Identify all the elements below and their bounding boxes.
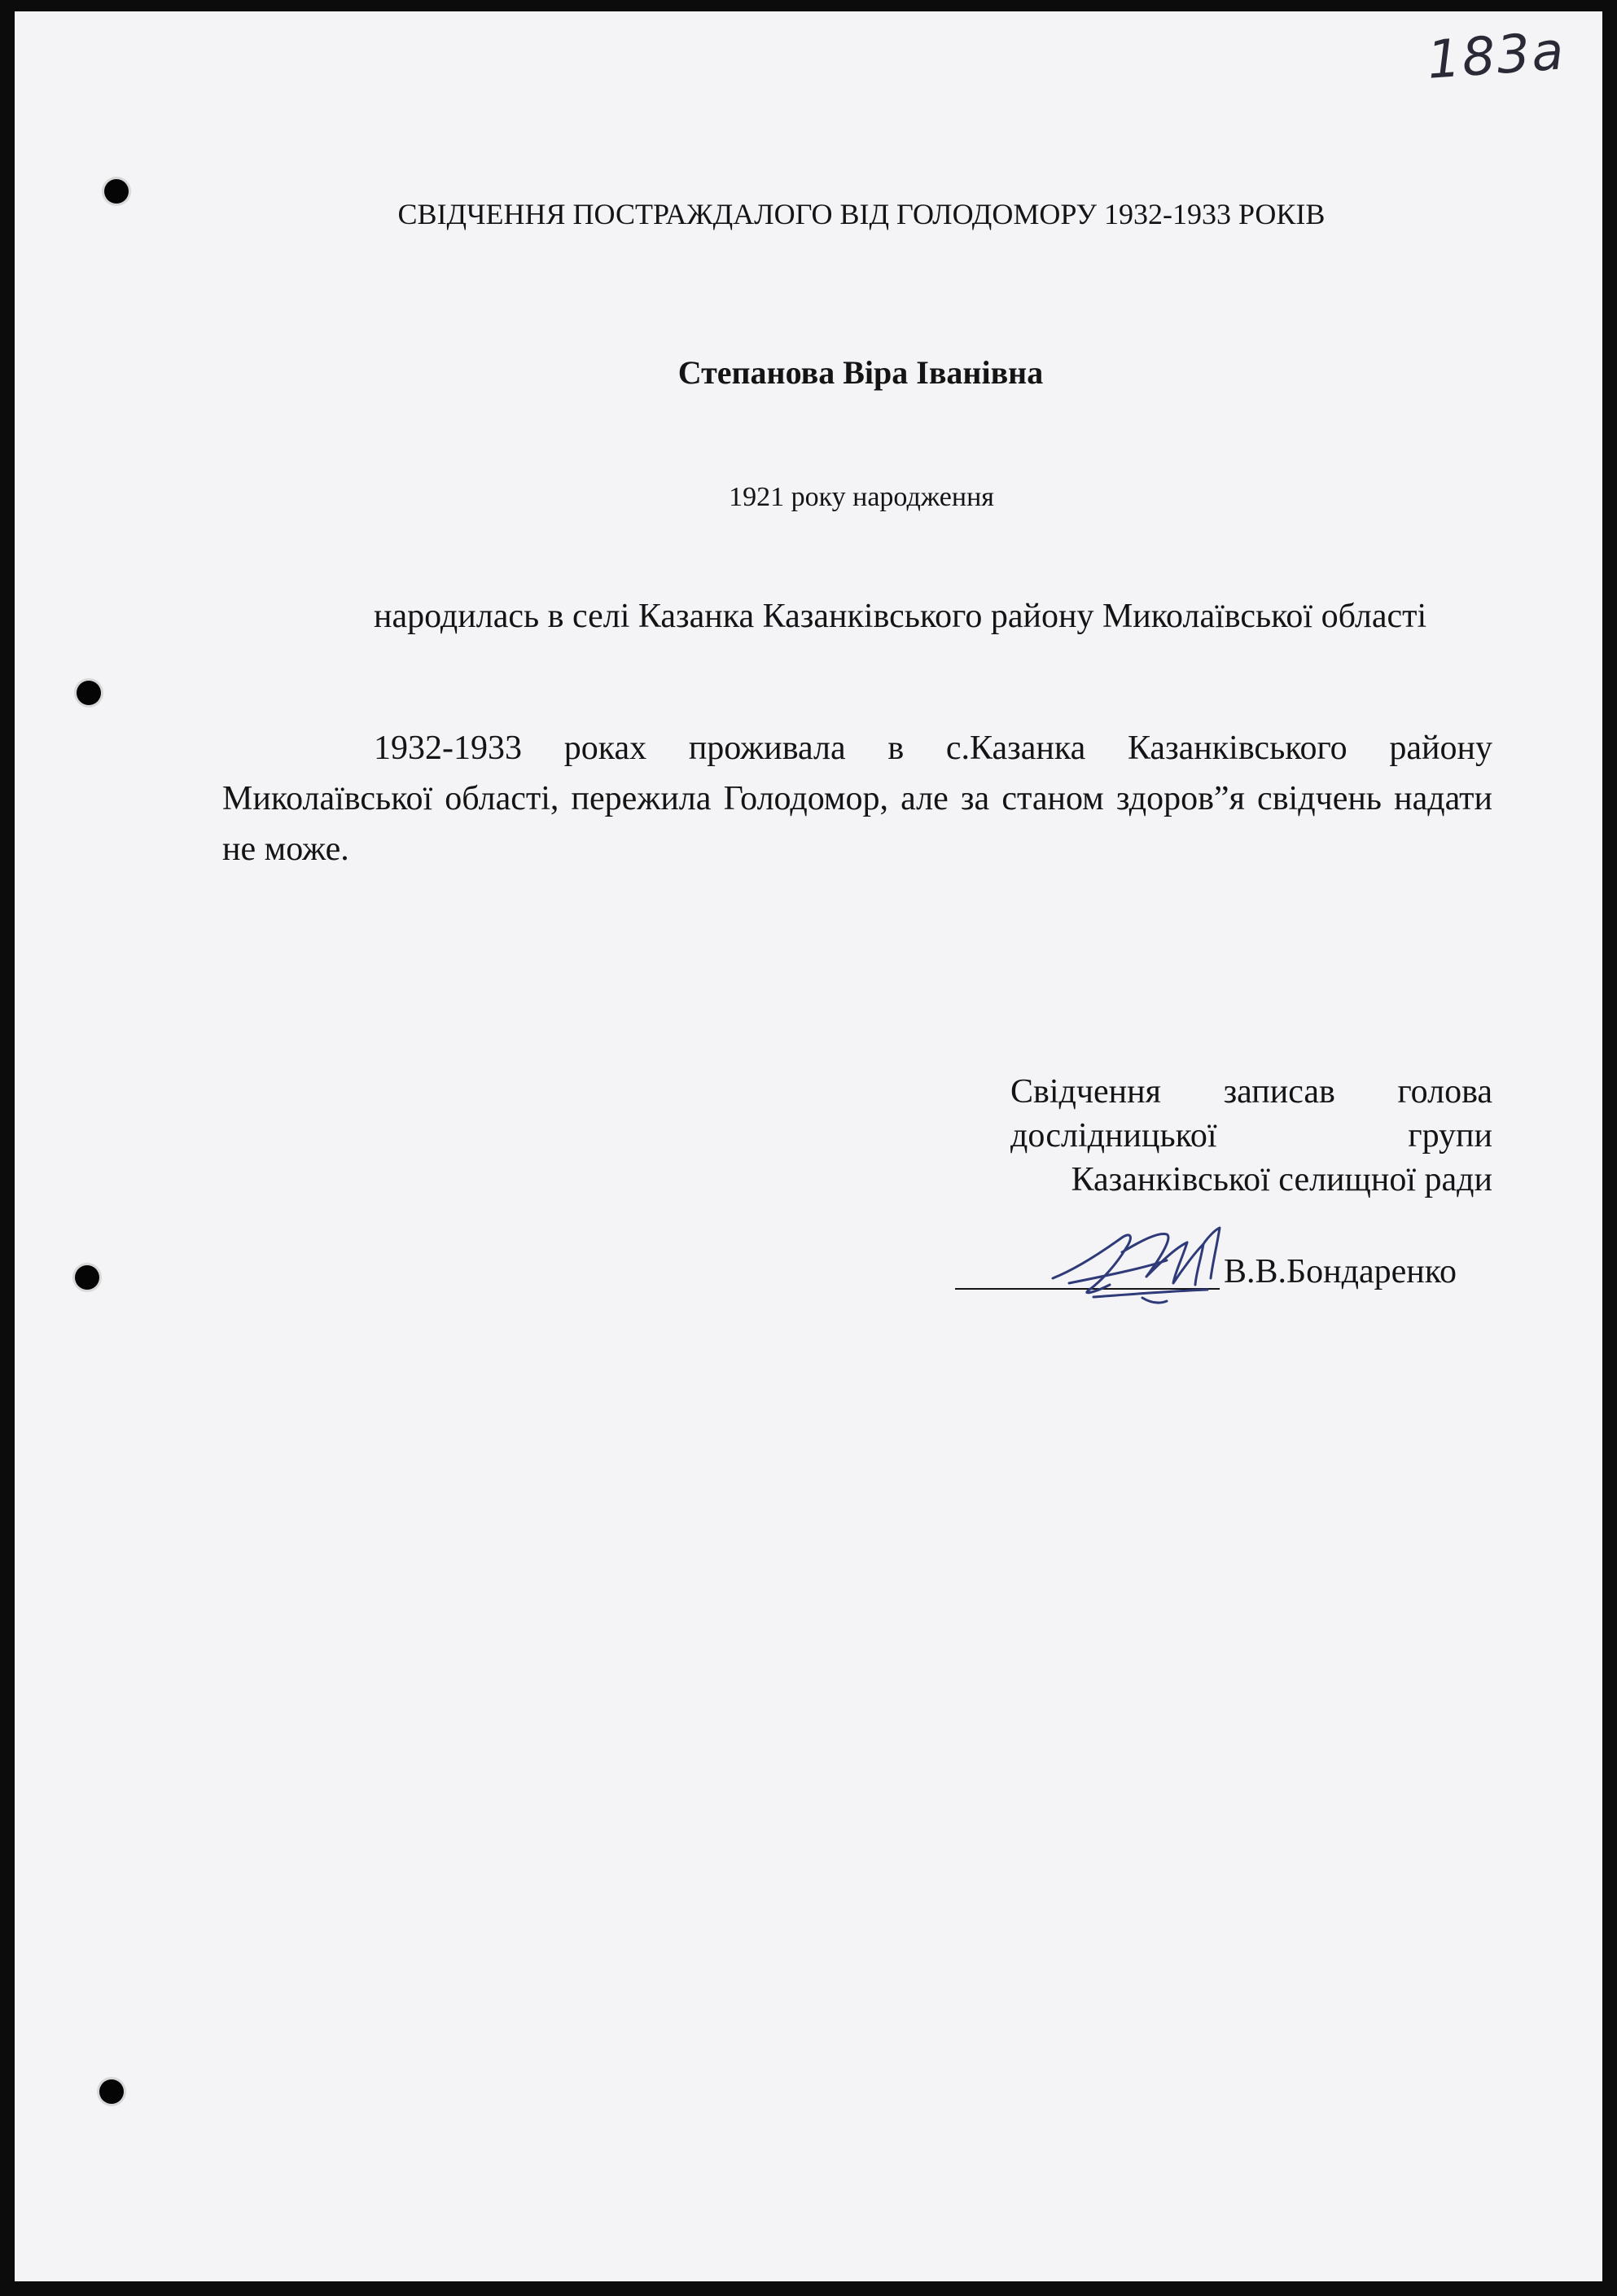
recorder-line: Свідчення записав голова [1010, 1073, 1492, 1111]
punch-hole [99, 2079, 124, 2104]
recorder-block [1010, 1070, 1492, 1202]
birth-year: 1921 року народження [729, 482, 994, 512]
document-title: СВІДЧЕННЯ ПОСТРАЖДАЛОГО ВІД ГОЛОДОМОРУ 1932-1933 РОКІВ [397, 198, 1326, 230]
recorder-line: дослідницької групи [1010, 1117, 1492, 1155]
birthplace-paragraph: народилась в селі Казанка Казанківського району Миколаївської області [374, 598, 1427, 635]
person-name: Степанова Віра Іванівна [677, 354, 1044, 391]
signer-name: В.В.Бондаренко [1224, 1253, 1457, 1290]
punch-hole [77, 681, 101, 705]
archive-number: 183a [1425, 21, 1567, 91]
testimony-paragraph: 1932-1933 роках проживала в с.Казанка Казанківського району Миколаївської області, пережила Голодомор, але за станом здоров”я свідчень надати не може. [222, 730, 1492, 868]
document-page [15, 11, 1602, 2281]
signature-row [955, 1252, 1509, 1301]
recorder-line: Казанківської селищної ради [1071, 1161, 1492, 1198]
punch-hole [75, 1265, 99, 1290]
